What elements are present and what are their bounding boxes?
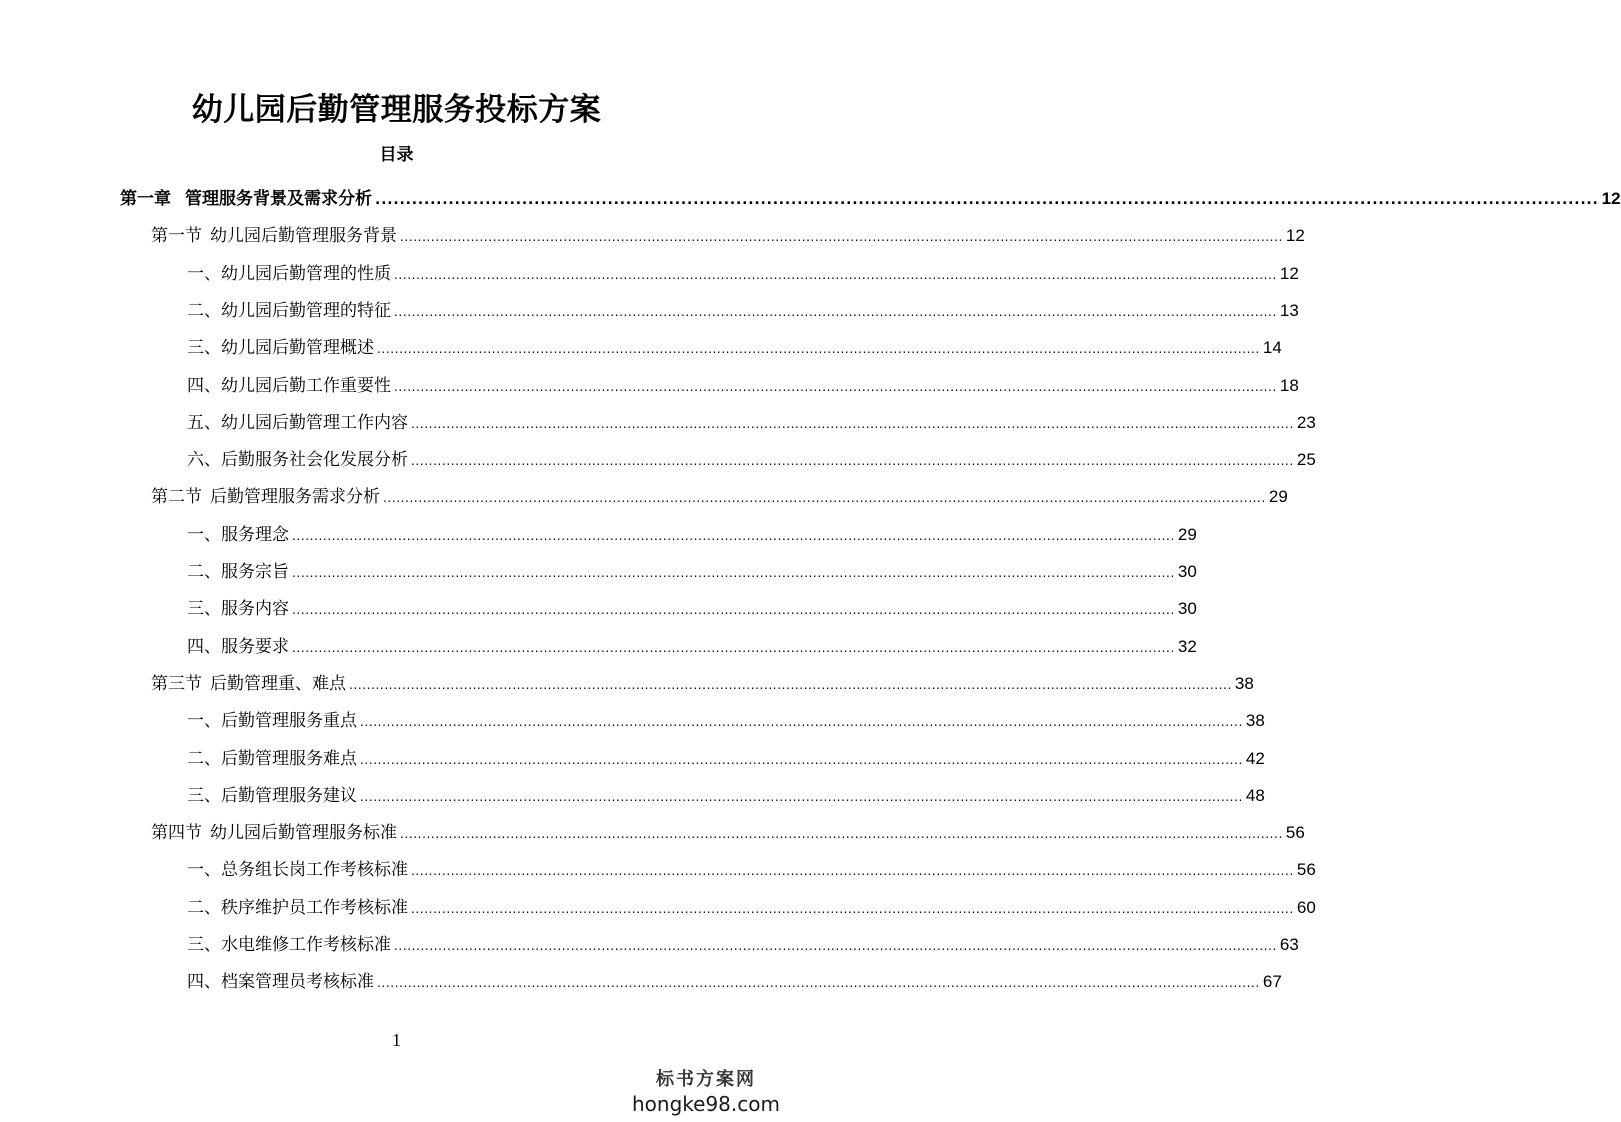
toc-entry-label: 二、 xyxy=(187,301,221,321)
toc-entry-text xyxy=(151,672,346,696)
toc-entry-text xyxy=(187,299,391,323)
toc-entry-page: 38 xyxy=(1245,711,1265,730)
toc-entry-title: 幼儿园后勤管理概述 xyxy=(221,338,374,358)
toc-entry-chapter[interactable] xyxy=(120,181,1621,211)
toc-entry-text xyxy=(187,523,289,547)
toc-dot-leader: ........................................................................................................................................................................................................ xyxy=(394,380,1277,394)
toc-entry-title: 幼儿园后勤管理服务背景 xyxy=(210,226,397,246)
toc-entry-page: 42 xyxy=(1245,749,1265,768)
toc-entry-label: 一、 xyxy=(187,264,221,284)
toc-entry-text xyxy=(187,411,408,435)
toc-entry-title: 服务要求 xyxy=(221,637,289,657)
toc-entry-label: 第二节 xyxy=(151,487,202,507)
toc-entry-label: 一、 xyxy=(187,860,221,880)
toc-entry-section[interactable] xyxy=(151,218,1305,248)
toc-entry-page: 25 xyxy=(1296,450,1316,469)
toc-entry-label: 三、 xyxy=(187,338,221,358)
toc-entry-text xyxy=(187,262,391,286)
toc-entry-section[interactable] xyxy=(151,815,1305,845)
toc-entry-title: 服务内容 xyxy=(221,599,289,619)
toc-entry-text xyxy=(187,784,357,808)
toc-entry-item[interactable] xyxy=(187,778,1265,808)
toc-entry-label: 四、 xyxy=(187,972,221,992)
toc-entry-text xyxy=(187,747,357,771)
toc-entry-item[interactable] xyxy=(187,368,1299,398)
toc-dot-leader: ........................................................................................................................................................................................................ xyxy=(292,641,1175,655)
toc-entry-label: 第一章 xyxy=(120,189,171,209)
toc-entry-page: 12 xyxy=(1279,264,1299,283)
toc-entry-label: 第四节 xyxy=(151,823,202,843)
toc-entry-item[interactable] xyxy=(187,330,1282,360)
toc-entry-page: 63 xyxy=(1279,935,1299,954)
toc-entry-text xyxy=(187,597,289,621)
toc-entry-item[interactable] xyxy=(187,405,1316,435)
toc-dot-leader: ........................................................................................................................................................................................................ xyxy=(400,827,1283,841)
toc-entry-item[interactable] xyxy=(187,741,1265,771)
toc-entry-title: 幼儿园后勤管理工作内容 xyxy=(221,413,408,433)
toc-entry-title: 幼儿园后勤管理的性质 xyxy=(221,264,391,284)
toc-entry-item[interactable] xyxy=(187,927,1299,957)
toc-entry-item[interactable] xyxy=(187,964,1282,994)
site-watermark xyxy=(631,1068,781,1116)
toc-entry-page: 13 xyxy=(1279,301,1299,320)
toc-entry-page: 56 xyxy=(1296,860,1316,879)
toc-entry-title: 水电维修工作考核标准 xyxy=(221,935,391,955)
toc-entry-text xyxy=(187,448,408,472)
toc-entry-text xyxy=(120,187,372,211)
toc-entry-page: 30 xyxy=(1177,562,1197,581)
toc-entry-label: 四、 xyxy=(187,376,221,396)
toc-entry-page: 29 xyxy=(1268,487,1288,506)
toc-entry-item[interactable] xyxy=(187,703,1265,733)
toc-entry-label: 三、 xyxy=(187,935,221,955)
toc-entry-title: 后勤管理服务难点 xyxy=(221,749,357,769)
toc-entry-section[interactable] xyxy=(151,479,1288,509)
page-number: 1 xyxy=(392,1030,401,1050)
toc-entry-title: 后勤管理服务重点 xyxy=(221,711,357,731)
toc-entry-label: 一、 xyxy=(187,711,221,731)
toc-entry-text xyxy=(151,821,397,845)
toc-dot-leader: ........................................................................................................................................................................................................ xyxy=(377,976,1260,990)
toc-dot-leader: ........................................................................................................................................................................................................ xyxy=(411,902,1294,916)
toc-entry-page: 12 xyxy=(1285,226,1305,245)
toc-entry-page: 32 xyxy=(1177,637,1197,656)
toc-entry-label: 二、 xyxy=(187,898,221,918)
toc-entry-item[interactable] xyxy=(187,293,1299,323)
toc-entry-text xyxy=(187,635,289,659)
toc-dot-leader: ........................................................................................................................................................................................................ xyxy=(292,566,1175,580)
toc-entry-item[interactable] xyxy=(187,256,1299,286)
toc-dot-leader: ........................................................................................................................................................................................................ xyxy=(411,417,1294,431)
toc-entry-item[interactable] xyxy=(187,591,1197,621)
toc-entry-text xyxy=(187,560,289,584)
toc-dot-leader: ........................................................................................................................................................................................................ xyxy=(377,342,1260,356)
toc-entry-label: 五、 xyxy=(187,413,221,433)
toc-entry-page: 18 xyxy=(1279,376,1299,395)
toc-entry-text xyxy=(187,709,357,733)
toc-entry-title: 总务组长岗工作考核标准 xyxy=(221,860,408,880)
toc-entry-label: 一、 xyxy=(187,525,221,545)
toc-entry-page: 38 xyxy=(1234,674,1254,693)
toc-entry-item[interactable] xyxy=(187,554,1197,584)
toc-entry-label: 二、 xyxy=(187,562,221,582)
toc-dot-leader: ........................................................................................................................................................................................................ xyxy=(360,715,1243,729)
toc-entry-page: 30 xyxy=(1177,599,1197,618)
toc-entry-title: 幼儿园后勤管理服务标准 xyxy=(210,823,397,843)
toc-entry-item[interactable] xyxy=(187,442,1316,472)
toc-entry-title: 服务理念 xyxy=(221,525,289,545)
toc-entry-text xyxy=(187,896,408,920)
watermark-url: hongke98.com xyxy=(632,1092,780,1116)
toc-entry-label: 四、 xyxy=(187,637,221,657)
toc-entry-label: 三、 xyxy=(187,599,221,619)
toc-heading: 目录 xyxy=(379,145,414,165)
toc-entry-label: 二、 xyxy=(187,749,221,769)
toc-entry-item[interactable] xyxy=(187,517,1197,547)
toc-entry-title: 后勤管理重、难点 xyxy=(210,674,346,694)
toc-entry-text xyxy=(187,374,391,398)
toc-entry-text xyxy=(151,485,380,509)
toc-entry-label: 六、 xyxy=(187,450,221,470)
toc-entry-item[interactable] xyxy=(187,890,1316,920)
toc-entry-title: 管理服务背景及需求分析 xyxy=(185,189,372,209)
toc-entry-section[interactable] xyxy=(151,666,1254,696)
toc-entry-title: 幼儿园后勤管理的特征 xyxy=(221,301,391,321)
toc-entry-text xyxy=(187,336,374,360)
toc-entry-label: 三、 xyxy=(187,786,221,806)
toc-entry-title: 后勤服务社会化发展分析 xyxy=(221,450,408,470)
toc-entry-title: 秩序维护员工作考核标准 xyxy=(221,898,408,918)
toc-entry-page: 56 xyxy=(1285,823,1305,842)
toc-dot-leader: ........................................................................................................................................................................................................ xyxy=(394,305,1277,319)
toc-entry-text xyxy=(151,224,397,248)
toc-entry-page: 48 xyxy=(1245,786,1265,805)
toc-entry-page: 23 xyxy=(1296,413,1316,432)
toc-dot-leader: ........................................................................................................................................................................................................ xyxy=(411,864,1294,878)
document-title: 幼儿园后勤管理服务投标方案 xyxy=(191,92,602,128)
toc-dot-leader: ........................................................................................................................................................................................................ xyxy=(394,939,1277,953)
toc-dot-leader: ........................................................................................................................................................................................................ xyxy=(360,790,1243,804)
toc-dot-leader: ........................................................................................................................................................................................................ xyxy=(360,753,1243,767)
toc-entry-label: 第三节 xyxy=(151,674,202,694)
toc-entry-title: 幼儿园后勤工作重要性 xyxy=(221,376,391,396)
toc-entry-label: 第一节 xyxy=(151,226,202,246)
toc-dot-leader: ........................................................................................................................................................................................................ xyxy=(411,454,1294,468)
toc-entry-page: 67 xyxy=(1262,972,1282,991)
toc-entry-page: 12 xyxy=(1601,189,1621,208)
toc-entry-title: 档案管理员考核标准 xyxy=(221,972,374,992)
toc-entry-text xyxy=(187,970,374,994)
toc-entry-page: 60 xyxy=(1296,898,1316,917)
toc-entry-title: 服务宗旨 xyxy=(221,562,289,582)
toc-dot-leader: ........................................................................................................................................................................................................ xyxy=(383,491,1266,505)
toc-entry-text xyxy=(187,858,408,882)
toc-entry-title: 后勤管理服务需求分析 xyxy=(210,487,380,507)
toc-dot-leader: ........................................................................................................................................................................................................ xyxy=(349,678,1232,692)
toc-dot-leader: ........................................................................................................................................................................................................ xyxy=(400,230,1283,244)
toc-entry-page: 14 xyxy=(1262,338,1282,357)
toc-dot-leader: ........................................................................................................................................................................................................ xyxy=(375,192,1599,208)
watermark-site-name: 标书方案网 xyxy=(656,1069,756,1090)
toc-entry-text xyxy=(187,933,391,957)
toc-dot-leader: ........................................................................................................................................................................................................ xyxy=(292,529,1175,543)
toc-entry-title: 后勤管理服务建议 xyxy=(221,786,357,806)
toc-dot-leader: ........................................................................................................................................................................................................ xyxy=(292,603,1175,617)
toc-dot-leader: ........................................................................................................................................................................................................ xyxy=(394,268,1277,282)
toc-entry-item[interactable] xyxy=(187,629,1197,659)
toc-entry-page: 29 xyxy=(1177,525,1197,544)
toc-entry-item[interactable] xyxy=(187,852,1316,882)
